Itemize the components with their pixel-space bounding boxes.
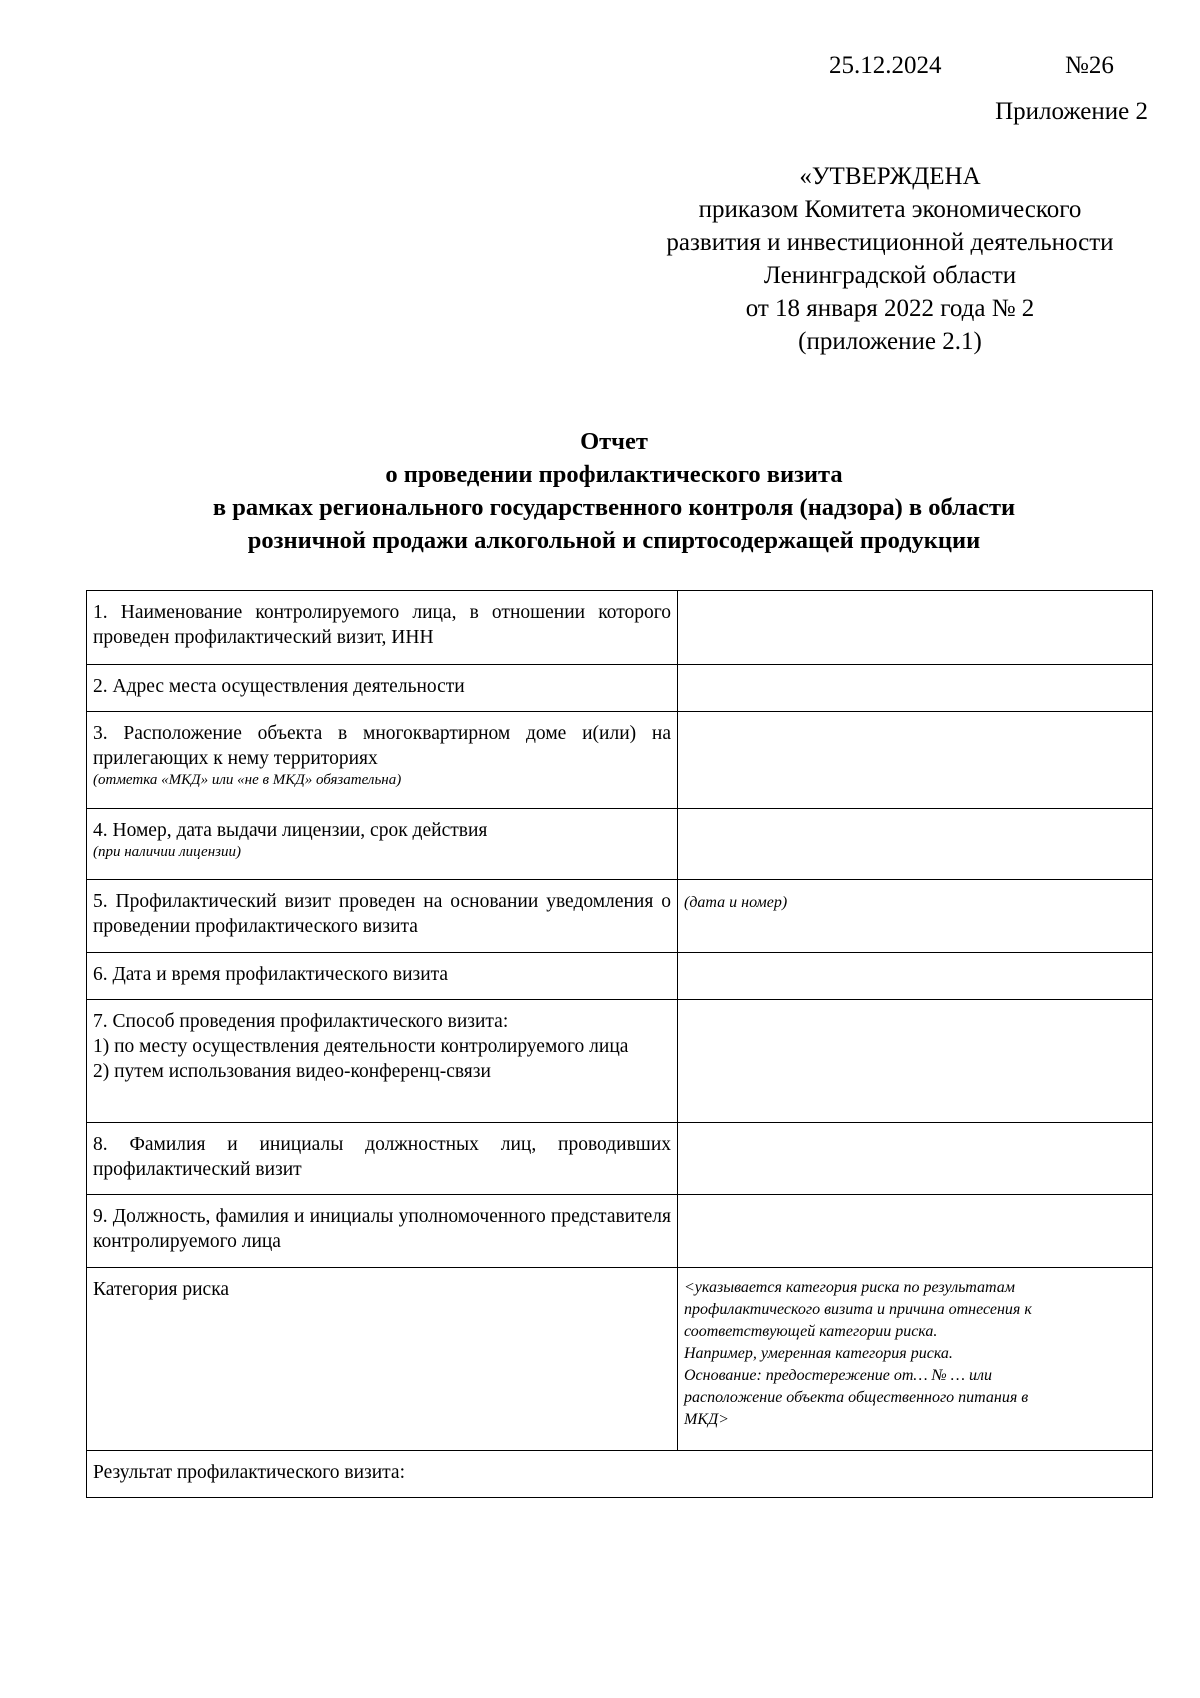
risk-category-hint [684,1277,1146,1431]
risk-category-label [87,1268,678,1451]
row-label [87,809,678,880]
hint-line: <указывается категория риска по результатам [684,1279,1015,1296]
table-row [87,665,1153,712]
row-label-text: 6. Дата и время профилактического визита [93,964,449,985]
method-option: 2) путем использования видео-конференц-связи [93,1061,491,1082]
row-label [87,953,678,1000]
hint-line: соответствующей категории риска. [684,1323,938,1340]
hint-line: профилактического визита и причина отнесения к [684,1301,1032,1318]
row-value-cell[interactable] [678,1195,1153,1268]
row-value-cell[interactable] [678,880,1153,953]
row-label [87,665,678,712]
approval-line: развития и инвестиционной деятельности [666,229,1114,256]
row-value-cell[interactable] [678,1123,1153,1195]
row-label-text: 2. Адрес места осуществления деятельности [93,676,465,697]
title-line: в рамках регионального государственного контроля (надзора) в области [212,494,1016,521]
row-note: (отметка «МКД» или «не в МКД» обязательна) [93,772,402,788]
hint-line: Например, умеренная категория риска. [684,1345,953,1362]
row-value-cell[interactable] [678,809,1153,880]
table-row [87,1451,1153,1498]
row-value-hint: (дата и номер) [684,894,788,911]
table-row [87,953,1153,1000]
row-value-cell[interactable] [678,712,1153,809]
approval-line: «УТВЕРЖДЕНА [799,163,981,190]
row-label-text: 8. Фамилия и инициалы должностных лиц, проводивших профилактический визит [93,1134,671,1180]
row-value-cell[interactable] [678,665,1153,712]
row-value-cell[interactable] [678,1000,1153,1123]
row-label-text: 3. Расположение объекта в многоквартирном доме и(или) на прилегающих к нему территориях [93,723,671,769]
row-label [87,1195,678,1268]
row-label [87,1123,678,1195]
row-label [87,712,678,809]
risk-category-cell[interactable] [678,1268,1153,1451]
report-form-table [86,590,1153,1498]
title-line: Отчет [580,428,648,455]
row-label-text: 1. Наименование контролируемого лица, в отношении которого проведен профилактический визит, ИНН [93,602,671,648]
hint-line: МКД> [684,1411,729,1428]
table-row [87,1195,1153,1268]
row-label-text: 5. Профилактический визит проведен на основании уведомления о проведении профилактического визита [93,891,671,937]
row-label [87,591,678,665]
document-number: №26 [1065,52,1114,79]
approval-line: приказом Комитета экономического [698,196,1082,223]
document-date: 25.12.2024 [829,52,942,79]
row-label-text: 7. Способ проведения профилактического визита: [93,1011,509,1032]
table-row [87,712,1153,809]
row-label [87,880,678,953]
table-row [87,880,1153,953]
row-note: (при наличии лицензии) [93,844,241,860]
table-row [87,1123,1153,1195]
row-label-text: 4. Номер, дата выдачи лицензии, срок действия [93,820,488,841]
result-cell[interactable] [87,1451,1153,1498]
result-label: Результат профилактического визита: [93,1462,406,1483]
row-label-text: 9. Должность, фамилия и инициалы уполномоченного представителя контролируемого лица [93,1206,671,1252]
appendix-label: Приложение 2 [995,98,1148,125]
method-option: 1) по месту осуществления деятельности контролируемого лица [93,1036,629,1057]
approval-line: от 18 января 2022 года № 2 [745,295,1035,322]
row-label-text: Категория риска [93,1279,230,1300]
hint-line: Основание: предостережение от… № … или [684,1367,992,1384]
table-row [87,591,1153,665]
hint-line: расположение объекта общественного питания в [684,1389,1029,1406]
row-label [87,1000,678,1123]
row-value-cell[interactable] [678,953,1153,1000]
title-line: розничной продажи алкогольной и спиртосодержащей продукции [247,527,981,554]
approval-line: (приложение 2.1) [798,328,982,355]
table-row [87,1000,1153,1123]
title-line: о проведении профилактического визита [385,461,843,488]
row-value-cell[interactable] [678,591,1153,665]
table-row [87,1268,1153,1451]
report-title [0,425,1200,557]
approval-line: Ленинградской области [763,262,1017,289]
approval-stamp-block [625,160,1155,358]
table-row [87,809,1153,880]
